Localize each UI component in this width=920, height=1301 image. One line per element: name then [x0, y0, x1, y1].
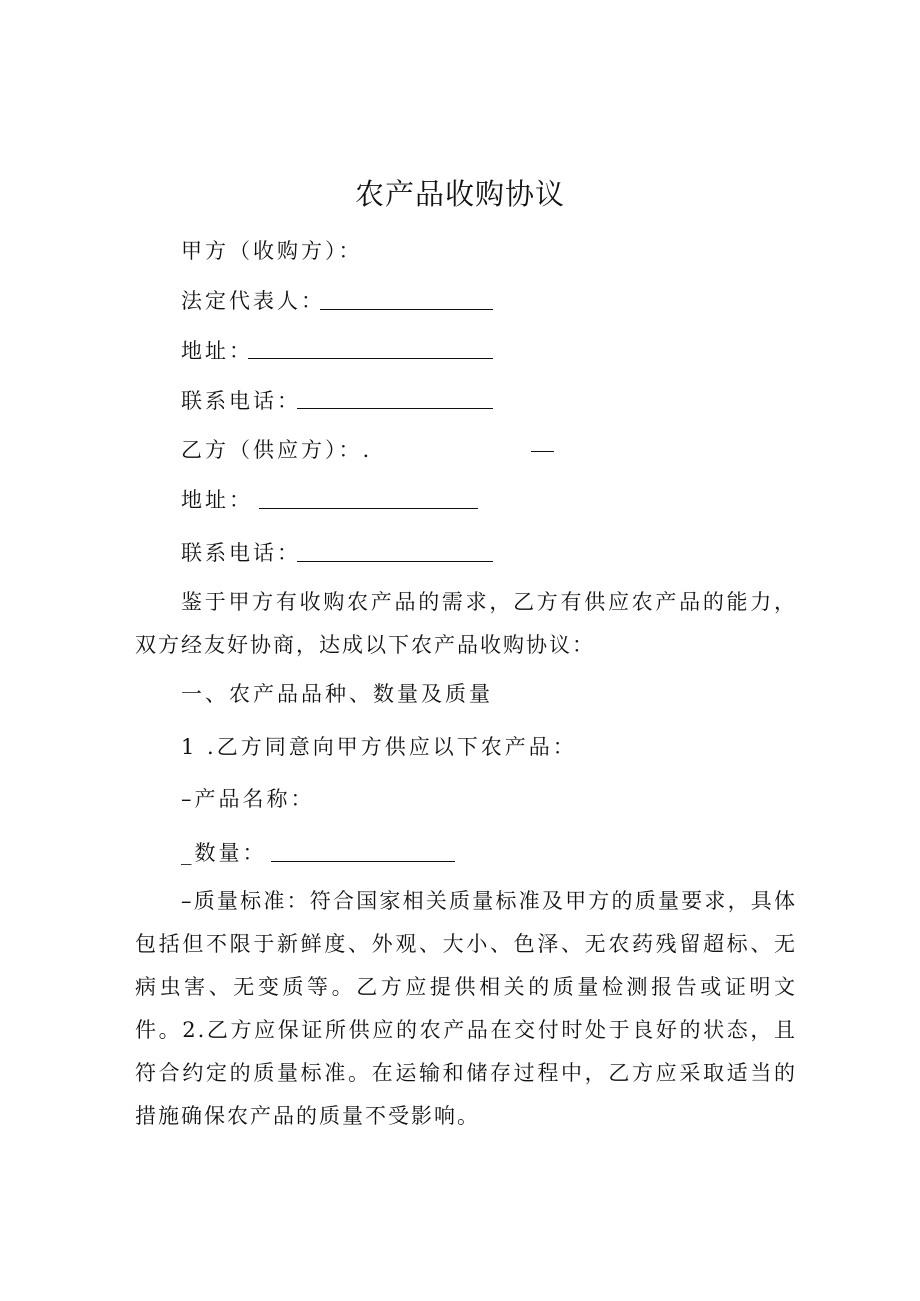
- party-a-phone-label: 联系电话：: [181, 389, 301, 413]
- party-b-address-label: 地址：: [181, 488, 253, 512]
- intro-paragraph: 鉴于甲方有收购农产品的需求，乙方有供应农产品的能力，双方经友好协商，达成以下农产品收购协议：: [135, 590, 797, 657]
- quantity-blank: [271, 861, 455, 862]
- party-b-label: 乙方（供应方）：.: [181, 438, 373, 462]
- party-a-phone-blank: [297, 408, 493, 409]
- party-b-phone-label: 联系电话：: [181, 541, 301, 565]
- party-b-dash: [531, 451, 554, 452]
- section1-heading: 一、农产品品种、数量及质量: [181, 682, 493, 706]
- party-b-address-blank: [259, 508, 478, 509]
- party-a-address-blank: [248, 358, 493, 359]
- clause1-text: 1 .乙方同意向甲方供应以下农产品：: [181, 735, 577, 759]
- quantity-label: _数量：: [181, 841, 267, 865]
- party-a-rep-label: 法定代表人：: [181, 289, 325, 313]
- party-b-phone-blank: [297, 561, 493, 562]
- quality-paragraph: –质量标准：符合国家相关质量标准及甲方的质量要求，具体包括但不限于新鲜度、外观、大小、色泽、无农药残留超标、无病虫害、无变质等。乙方应提供相关的质量检测报告或证明文件。2.乙方应保证所供应的农产品在交付时处于良好的状态，且符合约定的质量标准。在运输和储存过程中，乙方应采取适当的措施确保农产品的质量不受影响。: [135, 889, 797, 1128]
- party-a-address-label: 地址：: [181, 339, 253, 363]
- document-title: 农产品收购协议: [354, 177, 565, 211]
- party-a-rep-blank: [320, 309, 493, 310]
- party-a-label: 甲方（收购方）：: [181, 239, 363, 263]
- product-name-label: –产品名称：: [181, 787, 315, 811]
